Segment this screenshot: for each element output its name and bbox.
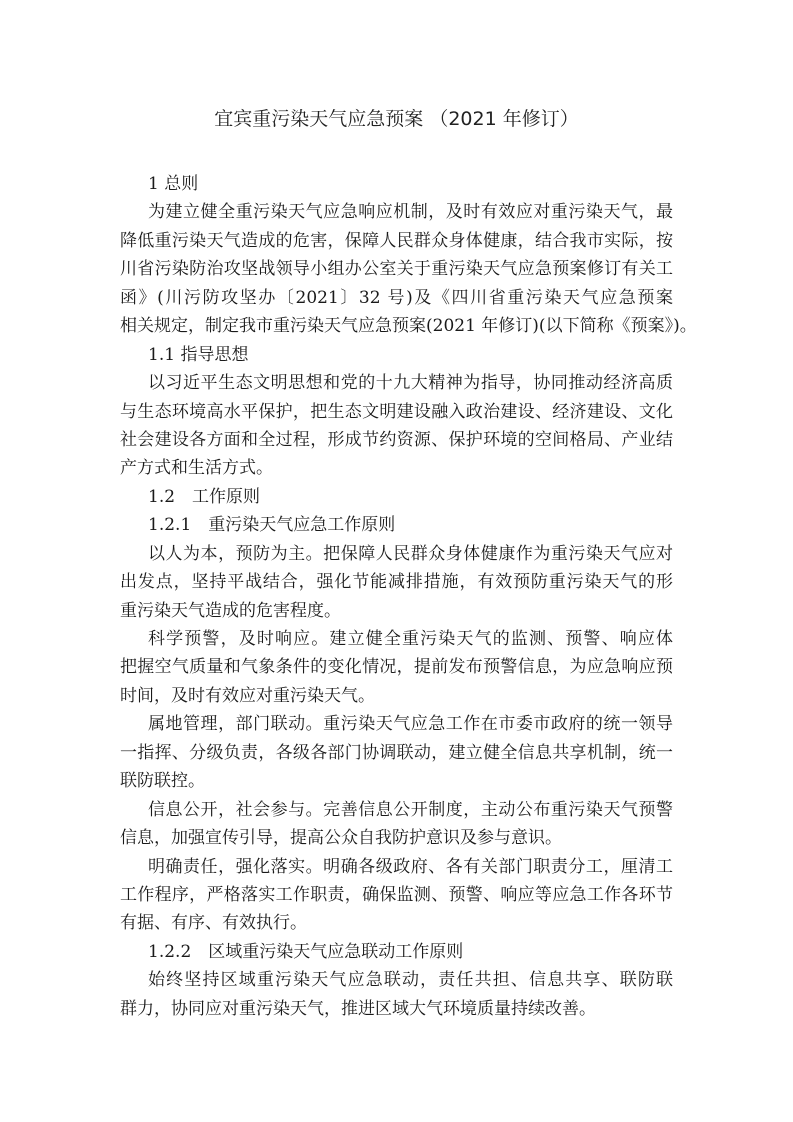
paragraph-line: 出发点，坚持平战结合，强化节能减排措施，有效预防重污染天气的形 [120,572,673,593]
paragraph-line: 信息，加强宣传引导，提高公众自我防护意识及参与意识。 [120,828,562,849]
document-body [120,170,697,1023]
paragraph-line: 川省污染防治攻坚战领导小组办公室关于重污染天气应急预案修订有关工 [120,259,673,280]
paragraph-line: 联防联控。 [120,771,205,792]
paragraph-line: 降低重污染天气造成的危害，保障人民群众身体健康，结合我市实际，按 [120,230,673,251]
paragraph-line: 为建立健全重污染天气应急响应机制，及时有效应对重污染天气，最 [148,202,673,223]
paragraph-line: 以人为本，预防为主。把保障人民群众身体健康作为重污染天气应对 [148,543,673,564]
paragraph-line: 把握空气质量和气象条件的变化情况，提前发布预警信息，为应急响应预 [120,657,673,678]
section-heading: 1.2 工作原则 [148,486,261,507]
paragraph-line: 相关规定，制定我市重污染天气应急预案(2021 年修订)(以下简称《预案》)。 [120,316,697,337]
section-heading: 1.1 指导思想 [148,344,249,365]
document-title: 宜宾重污染天气应急预案 （2021 年修订） [214,108,579,130]
paragraph-line: 始终坚持区域重污染天气应急联动，责任共担、信息共享、联防联 [148,970,673,991]
paragraph-line: 一指挥、分级负责，各级各部门协调联动，建立健全信息共享机制，统一 [120,742,673,763]
paragraph-line: 属地管理，部门联动。重污染天气应急工作在市委市政府的统一领导 [148,714,673,735]
paragraph-line: 科学预警，及时响应。建立健全重污染天气的监测、预警、响应体 [148,629,673,649]
paragraph-line: 群力，协同应对重污染天气，推进区域大气环境质量持续改善。 [120,998,596,1019]
paragraph-line: 明确责任，强化落实。明确各级政府、各有关部门职责分工，厘清工 [148,856,673,877]
section-heading: 1 总则 [148,174,199,194]
paragraph-line: 重污染天气造成的危害程度。 [120,600,341,621]
paragraph-line: 工作程序，严格落实工作职责，确保监测、预警、响应等应急工作各环节 [120,884,673,905]
section-heading: 1.2.1 重污染天气应急工作原则 [148,515,396,536]
paragraph-line: 有据、有序、有效执行。 [120,913,307,934]
paragraph-line: 信息公开，社会参与。完善信息公开制度，主动公布重污染天气预警 [148,799,673,820]
paragraph-line: 社会建设各方面和全过程，形成节约资源、保护环境的空间格局、产业结 [120,429,673,450]
paragraph-line: 与生态环境高水平保护，把生态文明建设融入政治建设、经济建设、文化 [120,401,673,422]
paragraph-line: 以习近平生态文明思想和党的十九大精神为指导，协同推动经济高质 [148,373,673,394]
paragraph-line: 产方式和生活方式。 [120,458,273,479]
section-heading: 1.2.2 区域重污染天气应急联动工作原则 [148,941,464,962]
paragraph-line: 函》(川污防攻坚办〔2021〕32 号)及《四川省重污染天气应急预案 [120,287,673,308]
paragraph-line: 时间，及时有效应对重污染天气。 [120,685,375,706]
